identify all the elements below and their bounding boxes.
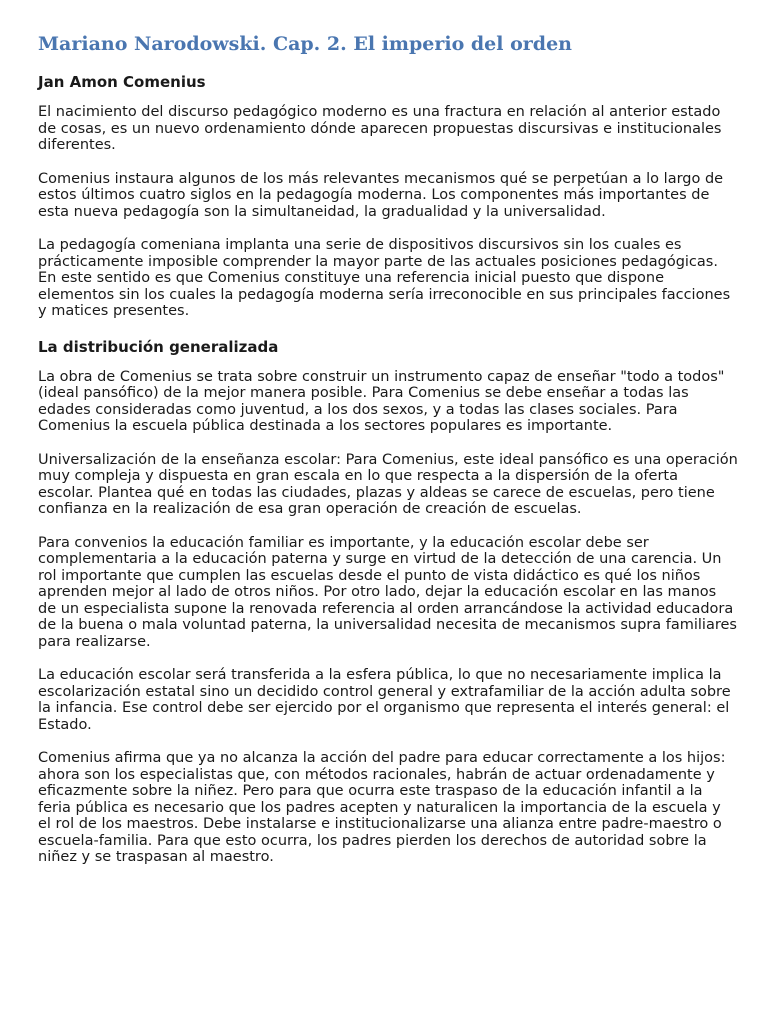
document-title: Mariano Narodowski. Cap. 2. El imperio del orden: [38, 33, 572, 55]
section-heading-comenius: Jan Amon Comenius: [38, 73, 206, 91]
paragraph: Comenius instaura algunos de los más relevantes mecanismos qué se perpetúan a lo largo de estos últimos cuatro siglos en la pedagogía moderna. Los componentes más importantes de esta nueva pedagogía son la simultaneidad, la gradualidad y la universalidad.: [38, 170, 724, 220]
paragraph: Universalización de la enseñanza escolar: Para Comenius, este ideal pansófico es una operación muy compleja y dispuesta en gran escala en lo que respecta a la dispersión de la oferta escolar. Plantea qué en todas las ciudades, plazas y aldeas se carece de escuelas, pero tiene confianza en la realización de esa gran operación de creación de escuelas.: [38, 451, 738, 517]
paragraph: Comenius afirma que ya no alcanza la acción del padre para educar correctamente a los hijos: ahora son los especialistas que, con métodos racionales, habrán de actuar ordenadamente y eficazmente sobre la niñez. Pero para que ocurra este traspaso de la educación infantil a la feria pública es necesario que los padres acepten y naturalicen la importancia de la escuela y el rol de los maestros. Debe instalarse e institucionalizarse una alianza entre padre-maestro o escuela-familia. Para que esto ocurra, los padres pierden los derechos de autoridad sobre la niñez y se traspasan al maestro.: [38, 750, 726, 865]
section-heading-distribucion: La distribución generalizada: [38, 337, 279, 356]
paragraph: Para convenios la educación familiar es importante, y la educación escolar debe ser complementaria a la educación paterna y surge en virtud de la detección de una carencia. Un rol importante que cumplen las escuelas desde el punto de vista didáctico es qué los niños aprenden mejor al lado de otros niños. Por otro lado, dejar la educación escolar en las manos de un especialista supone la renovada referencia al orden arrancándose la actividad educadora de la buena o mala voluntad paterna, la universalidad necesita de mecanismos supra familiares para realizarse.: [38, 534, 737, 650]
document-page: [38, 30, 738, 883]
paragraph: El nacimiento del discurso pedagógico moderno es una fractura en relación al anterior estado de cosas, es un nuevo ordenamiento dónde aparecen propuestas discursivas e institucionales diferentes.: [38, 104, 722, 153]
paragraph: La obra de Comenius se trata sobre construir un instrumento capaz de enseñar "todo a todos" (ideal pansófico) de la mejor manera posible. Para Comenius se debe enseñar a todas las edades consideradas como juventud, a los dos sexos, y a todas las clases sociales. Para Comenius la escuela pública destinada a los sectores populares es importante.: [38, 368, 725, 434]
paragraph: La pedagogía comeniana implanta una serie de dispositivos discursivos sin los cuales es prácticamente imposible comprender la mayor parte de las actuales posiciones pedagógicas. En este sentido es que Comenius constituye una referencia inicial puesto que dispone elementos sin los cuales la pedagogía moderna sería irreconocible en sus principales facciones y matices presentes.: [38, 237, 731, 319]
paragraph: La educación escolar será transferida a la esfera pública, lo que no necesariamente implica la escolarización estatal sino un decidido control general y extrafamiliar de la acción adulta sobre la infancia. Ese control debe ser ejercido por el organismo que representa el interés general: el Estado.: [38, 667, 731, 733]
